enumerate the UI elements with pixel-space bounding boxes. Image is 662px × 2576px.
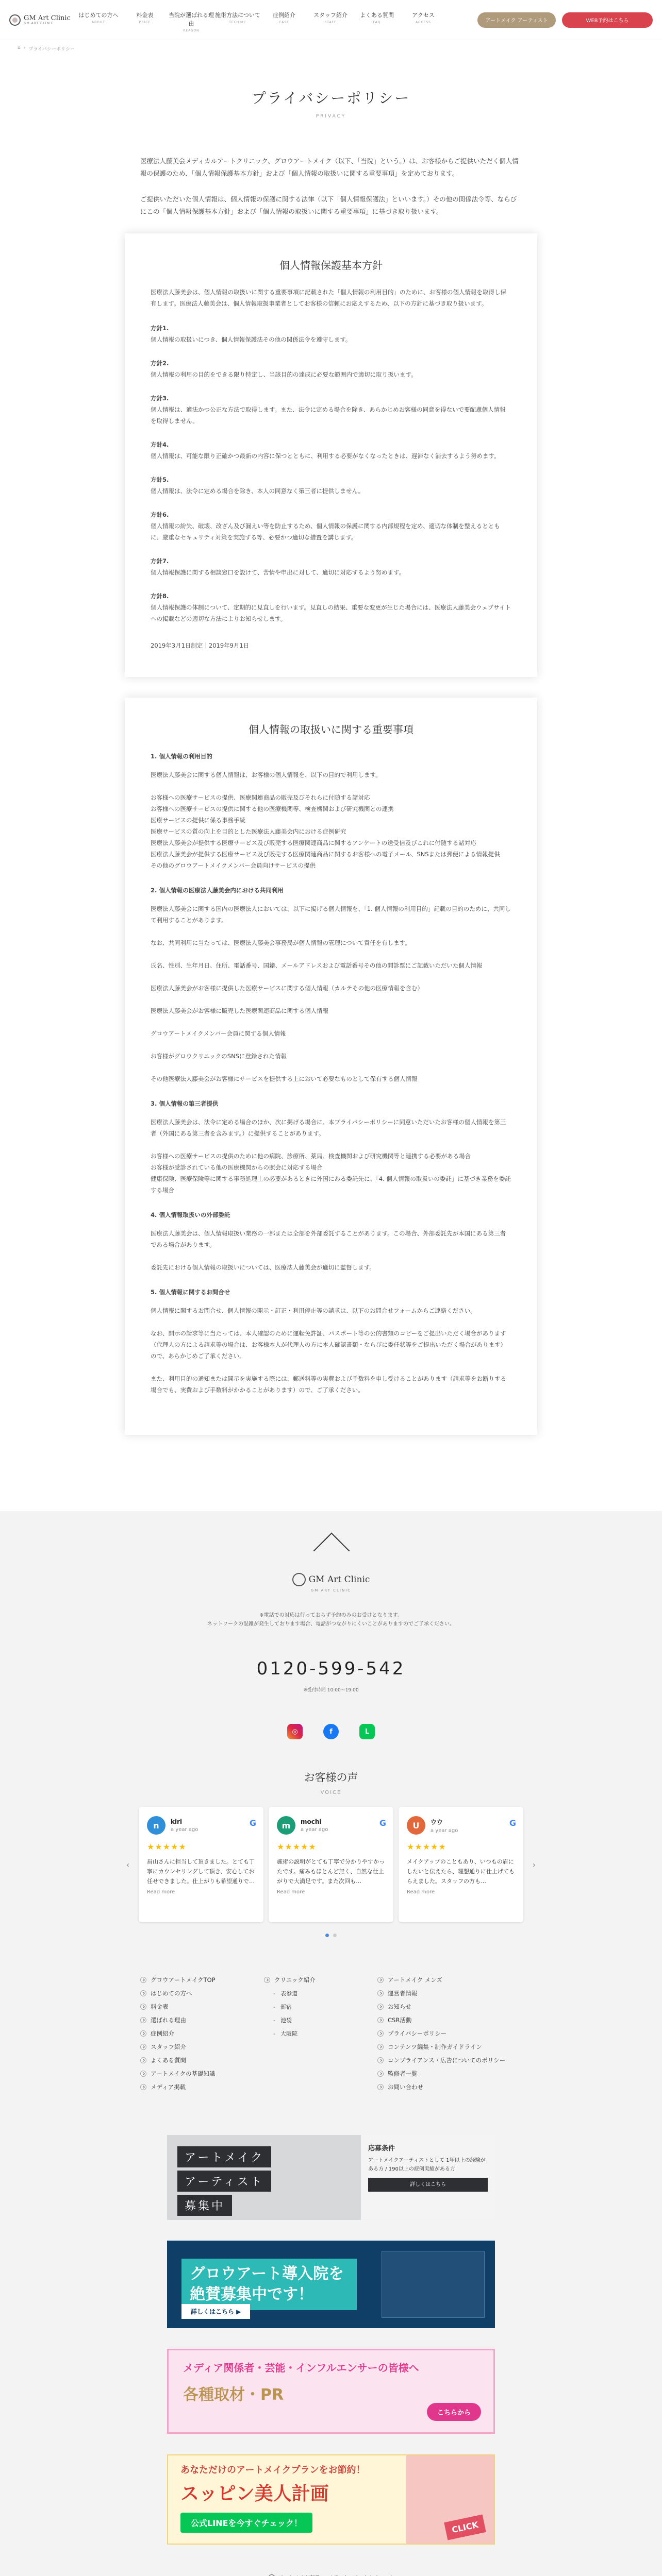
footer-link-label: グロウアートメイクTOP — [151, 1976, 216, 1984]
footer-note — [0, 1611, 662, 1629]
logo-icon — [292, 1573, 306, 1586]
section-list — [151, 1150, 511, 1196]
chevron-right-icon — [140, 2030, 146, 2037]
nav-faq[interactable] — [354, 8, 400, 32]
section-list-item: 健康保険、医療保険等に関する事務処理上の必要があるときに外国にある委託先に、「4. 個人情報の取扱いの委託」に基づき業務を委託する場合 — [151, 1175, 511, 1194]
section-list-item: お客様への医療サービスの提供のために他の病院、診療所、薬局、検査機関および研究機関等と連携する必要がある場合 — [151, 1153, 471, 1160]
read-more-link[interactable]: Read more — [407, 1889, 435, 1895]
facebook-icon[interactable]: f — [323, 1724, 339, 1739]
partner-clinic-banner[interactable] — [167, 2241, 495, 2328]
page-subtitle: PRIVACY — [316, 114, 346, 119]
review-text: 施術の説明がとても丁寧で分かりやすかったです。痛みもほとんど無く、自然な仕上がりで大満足です。また次回も… — [277, 1858, 385, 1885]
section-heading: 5. 個人情報に関するお問合せ — [151, 1289, 230, 1296]
important-section — [151, 1209, 511, 1273]
intro-paragraph: 医療法人藤美会メディカルアートクリニック、グロウアートメイク（以下、「当院」という。）は、お客様からご提供いただく個人情報の保護のため、「個人情報保護基本方針」および「個人情報の取扱いに関する重要事項」を定めております。 — [140, 157, 519, 177]
nav-reason[interactable] — [168, 8, 214, 32]
carousel-dot[interactable] — [325, 1934, 329, 1937]
banner-button: こちらから — [427, 2403, 481, 2421]
footer-nav — [140, 1973, 522, 2094]
footer-link[interactable] — [140, 2000, 264, 2013]
review-stars: ★★★★★ — [407, 1842, 446, 1852]
google-icon: G — [379, 1818, 386, 1828]
avatar: m — [277, 1816, 295, 1835]
nav-about[interactable] — [75, 8, 122, 32]
policy-item — [151, 509, 511, 543]
banner-button: 詳しくはこちら — [368, 2178, 488, 2192]
review-date: a year ago — [431, 1827, 458, 1834]
footer-link[interactable] — [140, 1987, 264, 2000]
artist-recruit-banner[interactable] — [167, 2135, 495, 2220]
footer-logo-text: GM Art Clinic — [308, 1574, 370, 1585]
intro-paragraph: ご提供いただいた個人情報は、個人情報の保護に関する法律（以下「個人情報保護法」といいます。）その他の関係法令等、ならびにこの「個人情報保護基本方針」および「個人情報の取扱いに関する重要事項」に基づき取り扱います。 — [140, 195, 517, 215]
footer-link[interactable] — [377, 2000, 522, 2013]
site-footer — [0, 1511, 662, 2576]
footer-sublink[interactable]: - 池袋 — [264, 2013, 377, 2027]
read-more-link[interactable]: Read more — [277, 1889, 305, 1895]
reviewer-name: kiri — [171, 1818, 183, 1825]
footer-link-label: お問い合わせ — [388, 2083, 423, 2091]
footer-logo[interactable] — [0, 1573, 662, 1592]
footer-link[interactable] — [377, 1987, 522, 2000]
footer-link-label: プライバシーポリシー — [388, 2030, 447, 2037]
section-paragraph: また、利用目的の通知または開示を実施する際には、郵送料等の実費および手数料を申し受けることがあります（請求等をお断りする場合でも、実費および手数料がかかることがあります）ので、ご了承ください。 — [151, 1375, 506, 1394]
footer-link[interactable] — [140, 2013, 264, 2027]
footer-link[interactable] — [140, 2067, 264, 2080]
policy-lead: 医療法人藤美会は、個人情報の取扱いに関する重要事項に記載された「個人情報の利用目的」のために、お客様の個人情報を取得し保有します。医療法人藤美会は、個人情報取扱事業者としてお客様の信頼にお応えするため、以下の方針に基づき取り扱います。 — [151, 289, 506, 307]
site-header — [0, 0, 662, 40]
nav-access[interactable] — [400, 8, 446, 32]
section-list — [151, 792, 511, 871]
policy-text: 個人情報は、可能な限り正確かつ最新の内容に保つとともに、利用する必要がなくなったときは、遅滞なく消去するよう努めます。 — [151, 452, 500, 460]
chevron-right-icon — [377, 2017, 384, 2023]
footer-link-label: 料金表 — [151, 2003, 169, 2010]
footer-link-label: 監修者一覧 — [388, 2070, 418, 2077]
footer-nav-col — [264, 1973, 377, 2094]
avatar: n — [147, 1816, 166, 1835]
basic-policy-title: 個人情報保護基本方針 — [279, 259, 383, 272]
nav-label-en: ACCESS — [416, 20, 431, 24]
breadcrumb — [0, 40, 662, 57]
banner-button: 詳しくはこちら ▶ — [181, 2304, 250, 2319]
footer-link[interactable] — [377, 1973, 522, 1987]
nav-label: 施術方法について — [215, 11, 260, 19]
chevron-right-icon[interactable]: › — [532, 1859, 536, 1870]
nav-label: 当院が選ばれる理由 — [169, 11, 214, 27]
banner-title: メディア関係者・芸能・インフルエンサーの皆様へ — [183, 2362, 419, 2374]
voice-title: お客様の声 — [304, 1771, 358, 1784]
section-heading: 1. 個人情報の利用目的 — [151, 753, 212, 760]
chevron-right-icon — [377, 2030, 384, 2037]
policy-heading: 方針1. — [151, 325, 169, 332]
policy-text: 個人情報は、適法かつ公正な方法で取得します。また、法令に定める場合を除き、あらかじめお客様の同意を得ないで要配慮個人情報を取得しません。 — [151, 406, 506, 425]
copyright — [0, 2545, 662, 2576]
nav-staff[interactable] — [307, 8, 354, 32]
important-section — [151, 1286, 511, 1396]
footer-link[interactable] — [377, 2080, 522, 2094]
footer-link[interactable] — [377, 2027, 522, 2040]
banner-text: 募集中 — [177, 2195, 232, 2216]
policy-date: 2019年3月1日制定｜2019年9月1日 — [151, 642, 250, 649]
reviewer-name: mochi — [301, 1818, 322, 1825]
section-list-item: お客様への医療サービスの提供に関する他の医療機関等、検査機関および研究機関との連携 — [151, 805, 394, 812]
footer-link[interactable] — [140, 1973, 264, 1987]
policy-text: 個人情報は、法令に定める場合を除き、本人の同意なく第三者に提供しません。 — [151, 487, 365, 495]
section-list-item: お客様への医療サービスの提供、医療関連商品の販売及びそれらに付随する諸対応 — [151, 794, 370, 801]
page-title: プライバシーポリシー — [251, 90, 411, 107]
chevron-right-icon — [140, 2057, 146, 2063]
banner-text: アートメイク — [177, 2146, 271, 2167]
policy-item — [151, 393, 511, 427]
breadcrumb-current: プライバシーポリシー — [28, 47, 75, 52]
footer-note-line: ネットワークの混雑が発生しております場合、電話がつながりにくいことがありますのでご了承ください。 — [207, 1621, 455, 1627]
important-section — [151, 1098, 511, 1196]
policy-heading: 方針7. — [151, 557, 169, 565]
section-list-item: 医療法人藤美会が提供する医療サービス及び販売する医療関連商品に関するアンケートの送受信及びこれに付随する諸対応 — [151, 839, 476, 846]
section-heading: 3. 個人情報の第三者提供 — [151, 1100, 219, 1107]
footer-link-label: アートメイクの基礎知識 — [151, 2070, 216, 2077]
nav-label: 症例紹介 — [273, 11, 295, 19]
section-heading: 4. 個人情報取扱いの外部委託 — [151, 1211, 230, 1218]
footer-link[interactable] — [264, 1973, 377, 1987]
important-matters-title: 個人情報の取扱いに関する重要事項 — [249, 723, 413, 736]
nav-label: 料金表 — [136, 11, 154, 19]
reviews-carousel — [0, 1807, 662, 1922]
chevron-right-icon — [140, 2084, 146, 2090]
breadcrumb-separator: › — [23, 45, 26, 50]
chevron-right-icon — [140, 2071, 146, 2077]
nav-label-en: TECHNIC — [229, 20, 246, 24]
web-reserve-button[interactable]: WEB予約はこちら — [562, 12, 653, 28]
footer-link[interactable] — [377, 2040, 522, 2054]
page-top-arrow-icon[interactable] — [303, 1527, 359, 1557]
footer-link-label: CSR活動 — [388, 2016, 412, 2024]
footer-link[interactable] — [140, 2040, 264, 2054]
carousel-dots — [0, 1934, 662, 1937]
logo-text: GM Art Clinic — [24, 14, 71, 22]
section-paragraph: 医療法人藤美会に関する国内の医療法人においては、以下に掲げる個人情報を、「1. 個人情報の利用目的」記載の目的のために、共同して利用することがあります。 — [151, 905, 511, 924]
site-logo[interactable] — [9, 14, 75, 26]
review-date: a year ago — [301, 1827, 328, 1833]
footer-link-label: はじめての方へ — [151, 1990, 192, 1997]
chevron-right-icon — [377, 1990, 384, 1996]
review-text: 眉山さんに担当して頂きました。とても丁寧にカウンセリングして頂き、安心してお任せできました。仕上がりも希望通りで… — [147, 1858, 255, 1885]
banner-text: グロウアート導入院を絶賛募集中です！ — [181, 2259, 357, 2310]
review-stars: ★★★★★ — [147, 1842, 187, 1852]
read-more-link[interactable]: Read more — [147, 1889, 175, 1895]
banner-text: スッピン美人計画 — [180, 2483, 329, 2504]
chevron-right-icon — [377, 1977, 384, 1983]
header-buttons — [477, 12, 653, 28]
policy-heading: 方針4. — [151, 441, 169, 448]
footer-link-label: コンテンツ編集・制作ガイドライン — [388, 2043, 482, 2050]
logo-subtext: GM ART CLINIC — [24, 21, 54, 25]
section-list-item: その他のグロウアートメイクメンバー会員向けサービスの提供 — [151, 862, 316, 869]
banner-title: あなただけのアートメイクプランをお節約！ — [180, 2465, 366, 2476]
section-paragraph: 医療法人藤美会は、個人情報取扱い業務の一部または全部を外部委託することがあります。この場合、外部委託先が本国にある第三者である場合があります。 — [151, 1230, 506, 1248]
policy-text: 個人情報保護に関する相談窓口を設けて、苦情や申出に対して、適切に対応するよう努めます。 — [151, 569, 405, 576]
footer-sublink[interactable]: - 表参道 — [264, 1987, 377, 2000]
footer-link-label: アートメイク メンズ — [388, 1976, 442, 1984]
page-heading — [0, 57, 662, 119]
review-date: a year ago — [171, 1827, 198, 1833]
banner-text: アートメイクアーティストとして 1年以上の経験がある方 / 190以上の症例実績がある方 — [368, 2158, 486, 2172]
policy-item — [151, 323, 511, 345]
nav-label-en: FAQ — [373, 20, 381, 24]
home-icon[interactable]: ⌂ — [18, 45, 21, 50]
chevron-right-icon — [377, 2057, 384, 2063]
reviewer-name: ウウ — [431, 1818, 443, 1826]
policy-text: 個人情報保護の体制について、定期的に見直しを行います。見直しの結果、重要な変更が生じた場合には、医療法人藤美会ウェブサイトへの掲載などの適切な方法によりお知らせします。 — [151, 604, 511, 622]
important-section — [151, 885, 511, 1084]
section-paragraph: その他医療法人藤美会がお客様にサービスを提供する上において必要なものとして保有する個人情報 — [151, 1075, 418, 1082]
review-card — [269, 1807, 393, 1922]
nav-label-en: ABOUT — [92, 20, 105, 24]
section-paragraph: 個人情報に関するお問合せ、個人情報の開示・訂正・利用停止等の請求は、以下のお問合せフォームからご連絡ください。 — [151, 1307, 476, 1314]
important-sections — [151, 751, 511, 1396]
banner-title: 応募条件 — [368, 2145, 395, 2153]
banner-text: アーティスト — [177, 2171, 271, 2192]
footer-link[interactable] — [377, 2054, 522, 2067]
policy-item — [151, 555, 511, 578]
review-card — [399, 1807, 523, 1922]
intro-text — [140, 155, 522, 218]
nav-label: アクセス — [412, 11, 435, 19]
business-hours: ※受付時間 10:00～19:00 — [303, 1688, 359, 1693]
phone-number[interactable]: 0120-599-542 — [256, 1658, 406, 1679]
chevron-right-icon — [140, 2017, 146, 2023]
nav-label-en: PRICE — [139, 20, 151, 24]
footer-link-label: よくある質問 — [151, 2057, 186, 2064]
section-heading: 2. 個人情報の医療法人藤美会内における共同利用 — [151, 887, 284, 894]
footer-link-label: 運営者情報 — [388, 1990, 418, 1997]
footer-link-label: 症例紹介 — [151, 2030, 174, 2037]
chevron-right-icon — [377, 2044, 384, 2050]
important-section — [151, 751, 511, 871]
policy-text: 個人情報の紛失、破壊、改ざん及び漏えい等を防止するため、個人情報の保護に関する内部規程を定め、適切な体制を整えるとともに、厳重なセキュリティ対策を実施する等、必要かつ適切な措置を講じます。 — [151, 522, 500, 541]
nav-price[interactable] — [122, 8, 168, 32]
footer-logo-subtext: GM ART CLINIC — [310, 1588, 352, 1592]
banner-click-badge: CLICK — [444, 2514, 486, 2540]
chevron-right-icon — [377, 2084, 384, 2090]
footer-note-line: ※電話での対応は行っておらず予約のみのお受けとなります。 — [259, 1613, 403, 1618]
footer-link[interactable] — [140, 2080, 264, 2094]
nav-label-en: REASON — [183, 28, 200, 32]
policy-item — [151, 358, 511, 380]
important-matters-card — [125, 698, 537, 1435]
nav-label-en: STAFF — [324, 20, 337, 24]
section-paragraph: 医療法人藤美会に関する個人情報は、お客様の個人情報を、以下の目的で利用します。 — [151, 771, 382, 778]
section-list-item: 医療サービスの提供に係る事務手続 — [151, 817, 245, 824]
chevron-right-icon — [140, 1977, 146, 1983]
google-icon: G — [509, 1818, 516, 1828]
chevron-right-icon — [377, 2071, 384, 2077]
artist-button[interactable]: アートメイク アーティスト — [477, 12, 556, 28]
line-campaign-banner[interactable] — [167, 2454, 495, 2545]
chevron-left-icon[interactable]: ‹ — [126, 1859, 130, 1870]
policy-heading: 方針3. — [151, 395, 169, 402]
policy-heading: 方針6. — [151, 511, 169, 518]
footer-nav-col — [377, 1973, 522, 2094]
chevron-right-icon — [264, 1977, 270, 1983]
footer-link-label: クリニック紹介 — [274, 1976, 316, 1984]
banner-button: 公式LINEを今すぐチェック！ — [180, 2513, 312, 2533]
footer-link-label: 選ばれる理由 — [151, 2016, 186, 2024]
section-paragraph: 医療法人藤美会は、法令に定める場合のほか、次に掲げる場合に、本プライバシーポリシーに同意いただいたお客様の個人情報を第三者（外国にある第三者を含みます。）に提供することがあります。 — [151, 1118, 506, 1137]
banner-text: 各種取材・PR — [183, 2386, 284, 2404]
footer-link[interactable] — [140, 2054, 264, 2067]
banner-list — [0, 2135, 662, 2545]
nav-label: はじめての方へ — [78, 11, 119, 19]
nav-label-en: CASE — [279, 20, 289, 24]
voice-subtitle: VOICE — [320, 1790, 342, 1795]
policy-heading: 方針5. — [151, 476, 169, 483]
footer-sublink[interactable]: - 新宿 — [264, 2000, 377, 2013]
instagram-icon[interactable]: ◎ — [287, 1724, 303, 1739]
line-icon[interactable]: L — [359, 1724, 375, 1739]
nav-case[interactable] — [261, 8, 307, 32]
banner-image — [382, 2251, 485, 2318]
review-stars: ★★★★★ — [277, 1842, 317, 1852]
footer-link[interactable] — [377, 2013, 522, 2027]
policy-heading: 方針8. — [151, 592, 169, 600]
section-paragraph: 委託先における個人情報の取扱いについては、医療法人藤美会が適切に監督します。 — [151, 1264, 375, 1271]
policy-heading: 方針2. — [151, 360, 169, 367]
chevron-right-icon — [140, 2004, 146, 2010]
google-icon: G — [249, 1818, 256, 1828]
section-list-item: お客様が受診されている他の医療機関からの照会に対応する場合 — [151, 1164, 323, 1171]
policy-item — [151, 590, 511, 624]
section-paragraph: なお、開示の請求等に当たっては、本人確認のために運転免許証、パスポート等の公的書類のコピーをご提出いただく場合があります（代理人の方による請求等の場合は、お客様本人が代理人の方に本人確認書類・ならびに委任状等をご提出いただく場合があります）ので、あらかじめご了承ください。 — [151, 1330, 506, 1360]
chevron-right-icon — [140, 1990, 146, 1996]
footer-sublink[interactable]: - 大阪院 — [264, 2027, 377, 2040]
section-paragraph: なお、共同利用に当たっては、医療法人藤美会事務局が個人情報の管理について責任を有します。 — [151, 939, 411, 946]
sns-links — [0, 1724, 662, 1739]
footer-link[interactable] — [140, 2027, 264, 2040]
footer-link-label: お知らせ — [388, 2003, 411, 2010]
section-paragraph: グロウアートメイクメンバー会員に関する個人情報 — [151, 1030, 286, 1037]
carousel-dot[interactable] — [333, 1934, 337, 1937]
avatar: U — [407, 1816, 425, 1835]
nav-label: よくある質問 — [360, 11, 394, 19]
footer-link-label: コンプライアンス・広告についてのポリシー — [388, 2057, 506, 2064]
footer-link[interactable] — [377, 2067, 522, 2080]
policy-item — [151, 439, 511, 462]
section-paragraph: お客様がグロウクリニックのSNSに登録された情報 — [151, 1053, 287, 1060]
policy-text: 個人情報の取扱いにつき、個人情報保護法その他の関係法令を遵守します。 — [151, 336, 352, 343]
section-paragraph: 氏名、性別、生年月日、住所、電話番号、国籍、メールアドレスおよび電話番号その他の問診票にご記載いただいた個人情報 — [151, 962, 483, 969]
nav-technic[interactable] — [214, 8, 261, 32]
section-paragraph: 医療法人藤美会がお客様に販売した医療関連商品に関する個人情報 — [151, 1007, 328, 1014]
footer-link-label: メディア掲載 — [151, 2083, 186, 2091]
media-banner[interactable] — [167, 2349, 495, 2434]
policy-item — [151, 474, 511, 497]
nav-label: スタッフ紹介 — [313, 11, 347, 19]
chevron-right-icon — [377, 2004, 384, 2010]
footer-link-label: スタッフ紹介 — [151, 2043, 186, 2050]
section-list-item: 医療サービスの質の向上を目的とした医療法人藤美会内における症例研究 — [151, 828, 346, 835]
review-text: メイクアップのこともあり、いつもの眉にしたいと伝えたら、理想通りに仕上げてもらえました。スタッフの方も… — [407, 1858, 515, 1885]
chevron-right-icon — [140, 2044, 146, 2050]
footer-nav-col — [140, 1973, 264, 2094]
logo-icon — [9, 14, 21, 26]
policy-text: 個人情報の利用の目的をできる限り特定し、当該目的の達成に必要な範囲内で適切に取り扱います。 — [151, 371, 417, 378]
review-card — [139, 1807, 263, 1922]
section-list-item: 医療法人藤美会が提供する医療サービス及び販売する医療関連商品に関するお客様への電子メール、SNSまたは郵便による情報提供 — [151, 851, 500, 858]
global-nav — [75, 8, 477, 32]
basic-policy-card — [125, 233, 537, 677]
section-paragraph: 医療法人藤美会がお客様に提供した医療サービスに関する個人情報（カルテその他の医療情報を含む） — [151, 985, 423, 992]
